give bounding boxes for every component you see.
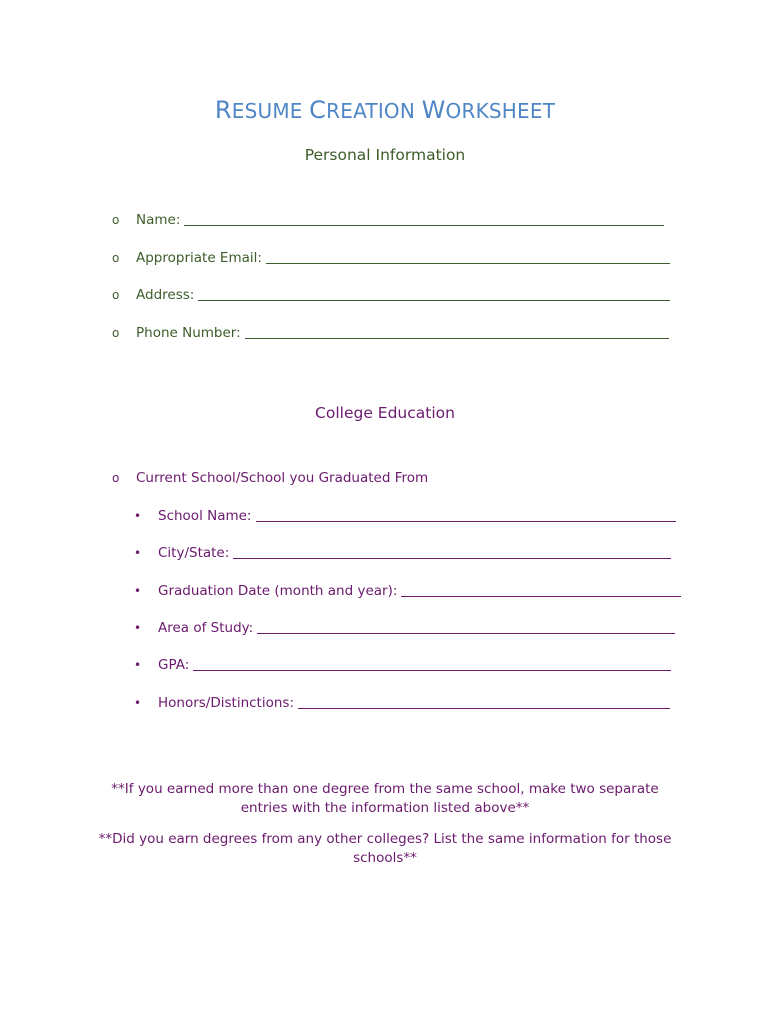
- bullet-marker: •: [134, 509, 142, 523]
- personal-information-heading: Personal Information: [304, 146, 466, 164]
- page-title: [0, 96, 770, 124]
- email-label: Appropriate Email:: [136, 250, 262, 266]
- bullet-marker: •: [134, 621, 142, 635]
- gpa-row: [134, 657, 671, 673]
- title-part: R: [214, 96, 232, 124]
- graduation-date-row: [134, 583, 681, 599]
- school-name-row: [134, 508, 676, 524]
- gpa-label: GPA:: [158, 657, 190, 673]
- area-of-study-row: [134, 620, 675, 636]
- address-label: Address:: [136, 287, 195, 303]
- phone-field-row: [112, 325, 669, 341]
- name-label: Name:: [136, 212, 181, 228]
- current-school-row: [112, 470, 432, 486]
- honors-row: [134, 695, 670, 711]
- note-line: **If you earned more than one degree from the same school, make two separate: [111, 781, 659, 797]
- bullet-marker: •: [134, 546, 142, 560]
- title-part: ESUME: [231, 99, 310, 123]
- name-field-row: [112, 212, 664, 228]
- area-of-study-label: Area of Study:: [158, 620, 254, 636]
- address-field-row: [112, 287, 670, 303]
- graduation-date-blank-line[interactable]: [401, 595, 681, 597]
- address-blank-line[interactable]: [198, 299, 670, 301]
- gpa-blank-line[interactable]: [193, 669, 671, 671]
- multiple-degree-note: [90, 780, 680, 818]
- bullet-marker: •: [134, 584, 142, 598]
- note-line: entries with the information listed above**: [240, 800, 530, 816]
- title-part: ORKSHEET: [445, 99, 556, 123]
- graduation-date-label: Graduation Date (month and year):: [158, 583, 398, 599]
- list-marker: o: [112, 471, 120, 485]
- other-colleges-note: [80, 830, 690, 868]
- note-line: schools**: [353, 850, 417, 866]
- title-part: REATION: [326, 99, 422, 123]
- school-name-label: School Name:: [158, 508, 252, 524]
- phone-blank-line[interactable]: [245, 337, 669, 339]
- college-education-heading: College Education: [315, 404, 455, 422]
- phone-label: Phone Number:: [136, 325, 241, 341]
- list-marker: o: [112, 288, 120, 302]
- honors-label: Honors/Distinctions:: [158, 695, 295, 711]
- current-school-label: Current School/School you Graduated From: [136, 470, 429, 486]
- bullet-marker: •: [134, 658, 142, 672]
- list-marker: o: [112, 326, 120, 340]
- name-blank-line[interactable]: [184, 224, 664, 226]
- note-line: **Did you earn degrees from any other colleges? List the same information for those: [98, 831, 672, 847]
- bullet-marker: •: [134, 696, 142, 710]
- list-marker: o: [112, 213, 120, 227]
- city-state-blank-line[interactable]: [233, 557, 671, 559]
- title-part: C: [309, 96, 327, 124]
- email-field-row: [112, 250, 670, 266]
- title-part: W: [421, 96, 446, 124]
- area-of-study-blank-line[interactable]: [257, 632, 675, 634]
- honors-blank-line[interactable]: [298, 707, 670, 709]
- city-state-label: City/State:: [158, 545, 230, 561]
- school-name-blank-line[interactable]: [256, 520, 676, 522]
- email-blank-line[interactable]: [266, 262, 670, 264]
- city-state-row: [134, 545, 671, 561]
- list-marker: o: [112, 251, 120, 265]
